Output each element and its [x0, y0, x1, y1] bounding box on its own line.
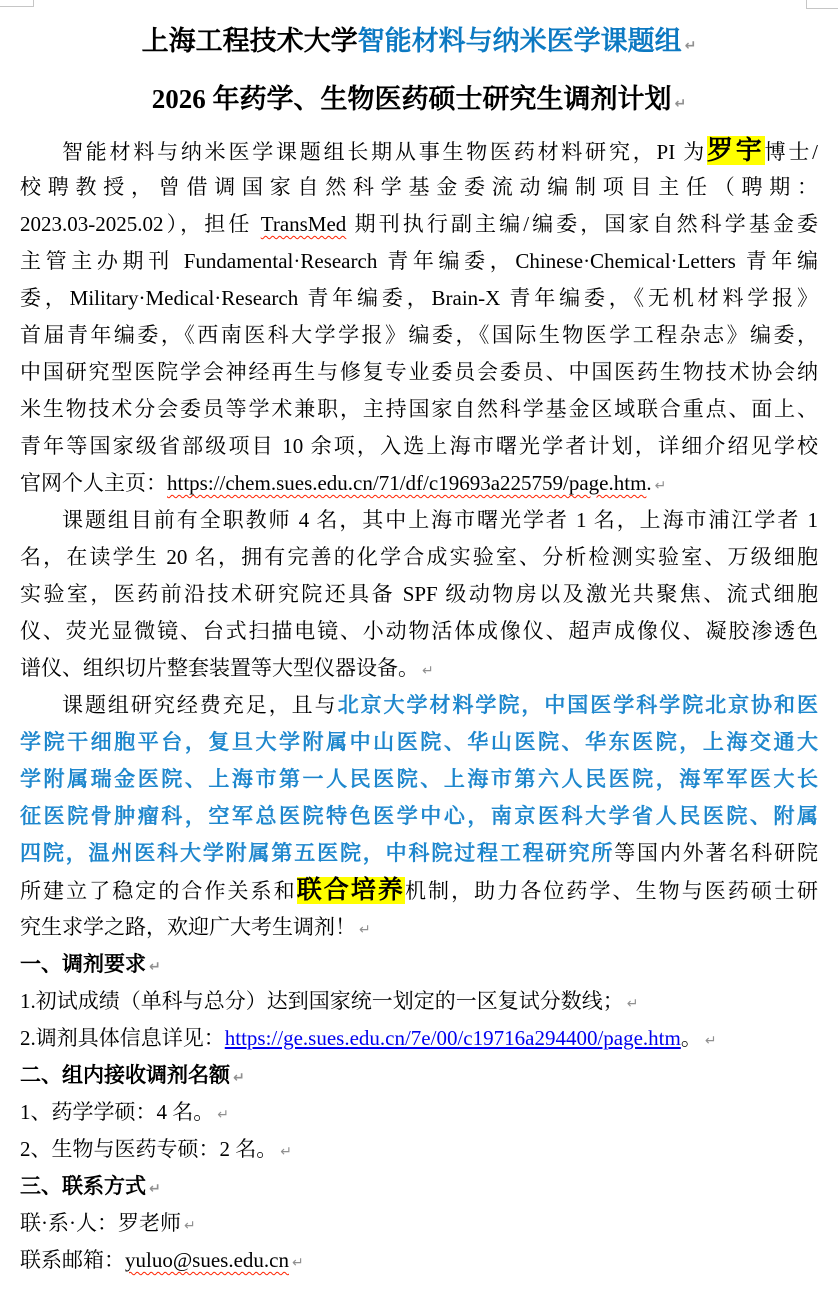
text-segment: 米生物技术分会委员等学术兼职，主持国家自然科学基金区域联合重点、面上、	[20, 397, 818, 421]
paragraph-mark-icon: ↵	[233, 1070, 245, 1086]
para2-line4	[20, 613, 818, 650]
highlighted-text: 联合培养	[296, 877, 405, 904]
page-corner-mark-top-left-h	[0, 6, 33, 7]
text-segment: 学附属瑞金医院、上海市第一人民医院、上海市第六人民医院，海军军医大长	[20, 767, 818, 791]
para3-line1	[20, 687, 818, 724]
para2-line5	[20, 650, 818, 687]
paragraph-mark-icon: ↵	[626, 996, 639, 1012]
requirement-2	[20, 1020, 818, 1057]
para1-line10	[20, 465, 818, 502]
text-segment: 校聘教授，曾借调国家自然科学基金委流动编制项目主任（聘期：	[20, 175, 818, 199]
text-segment: 二、组内接收调剂名额	[20, 1063, 230, 1087]
paragraph-mark-icon: ↵	[280, 1144, 292, 1160]
text-segment: 所建立了稳定的合作关系和	[20, 879, 297, 903]
para2-line3	[20, 576, 818, 613]
para1-line8	[20, 391, 818, 428]
para1-line6	[20, 317, 818, 354]
para3-line7	[20, 909, 818, 946]
text-segment: 机制，助力各位药学、生物与医药硕士研	[404, 879, 818, 903]
para1-line3	[20, 206, 818, 243]
text-segment: 仪、荧光显微镜、台式扫描电镜、小动物活体成像仪、超声成像仪、凝胶渗透色	[20, 619, 818, 643]
doc-title-line1	[20, 12, 818, 70]
page-corner-mark-top-right-v	[806, 0, 807, 9]
para3-line6	[20, 872, 818, 909]
text-segment: 一、调剂要求	[20, 952, 146, 976]
text-segment: 官网个人主页：	[20, 471, 167, 495]
paragraph-mark-icon: ↵	[654, 478, 667, 494]
paragraph-mark-icon: ↵	[217, 1107, 229, 1123]
para1-line9	[20, 428, 818, 465]
para1-line2	[20, 169, 818, 206]
text-segment: yuluo@sues.edu.cn	[125, 1248, 289, 1272]
para2-line2	[20, 539, 818, 576]
text-segment: 学院干细胞平台，复旦大学附属中山医院、华山医院、华东医院，上海交通大	[20, 730, 818, 754]
requirement-1	[20, 983, 818, 1020]
text-segment: 等国内外著名科研院	[614, 841, 818, 865]
text-segment: 。	[680, 1026, 702, 1050]
doc-title-line2	[20, 70, 818, 128]
text-segment: 委，Military·Medical·Research 青年编委，Brain-X 青年编委，《无机材料学报》	[20, 286, 818, 310]
paragraph-mark-icon: ↵	[422, 663, 434, 679]
text-segment: 谱仪、组织切片整套装置等大型仪器设备。	[20, 656, 419, 680]
text-segment: 青年等国家级省部级项目 10 余项，入选上海市曙光学者计划，详细介绍见学校	[20, 434, 818, 458]
text-segment: 智能材料与纳米医学课题组长期从事生物医药材料研究，PI 为	[62, 140, 708, 164]
text-segment: 三、联系方式	[20, 1174, 146, 1198]
text-segment: 期刊执行副主编/编委，国家自然科学基金委	[346, 212, 818, 236]
paragraph-mark-icon: ↵	[149, 959, 161, 975]
para1-line1	[20, 132, 818, 169]
para3-line5	[20, 835, 818, 872]
text-segment: 2026 年药学、生物医药硕士研究生调剂计划	[151, 84, 672, 114]
para1-line7	[20, 354, 818, 391]
para1-line5	[20, 280, 818, 317]
paragraph-mark-icon: ↵	[684, 38, 697, 54]
text-segment: 课题组目前有全职教师 4 名，其中上海市曙光学者 1 名，上海市浦江学者 1	[62, 508, 818, 532]
text-segment: 2023.03-2025.02），担任	[20, 212, 261, 236]
text-segment: 中国研究型医院学会神经再生与修复专业委员会委员、中国医药生物技术协会纳	[20, 360, 818, 384]
paragraph-mark-icon: ↵	[149, 1181, 161, 1197]
text-segment: 名，在读学生 20 名，拥有完善的化学合成实验室、分析检测实验室、万级细胞	[20, 545, 818, 569]
paragraph-mark-icon: ↵	[184, 1218, 196, 1234]
paragraph-mark-icon: ↵	[291, 1255, 304, 1271]
text-segment: 2、生物与医药专硕：2 名。	[20, 1137, 278, 1161]
para3-line3	[20, 761, 818, 798]
para3-line4	[20, 798, 818, 835]
text-segment: 北京大学材料学院，中国医学科学院北京协和医	[337, 693, 818, 717]
para2-line1	[20, 502, 818, 539]
text-segment: 联·系·人：罗老师	[20, 1211, 181, 1235]
page-corner-mark-top-right-h	[806, 8, 838, 9]
quota-1	[20, 1094, 818, 1131]
text-segment: 主管主办期刊 Fundamental·Research 青年编委，Chinese·Chemical·Letters 青年编	[20, 249, 818, 273]
text-segment: 征医院骨肿瘤科，空军总医院特色医学中心，南京医科大学省人民医院、附属	[20, 804, 818, 828]
heading-quota	[20, 1057, 818, 1094]
document-body	[20, 12, 818, 1279]
text-segment: 博士/	[764, 140, 818, 164]
para1-line4	[20, 243, 818, 280]
text-segment: .	[646, 471, 652, 495]
text-segment: https://chem.sues.edu.cn/71/df/c19693a225759/page.htm	[167, 471, 647, 495]
text-segment: 首届青年编委，《西南医科大学学报》编委，《国际生物医学工程杂志》编委，	[20, 323, 818, 347]
text-segment: 1.初试成绩（单科与总分）达到国家统一划定的一区复试分数线；	[20, 989, 624, 1013]
paragraph-mark-icon: ↵	[674, 96, 687, 112]
text-segment: 课题组研究经费充足，且与	[62, 693, 338, 717]
highlighted-text: 罗宇	[707, 136, 765, 165]
paragraph-mark-icon: ↵	[704, 1033, 717, 1049]
para3-line2	[20, 724, 818, 761]
text-segment: 1、药学学硕：4 名。	[20, 1100, 215, 1124]
heading-contact	[20, 1168, 818, 1205]
text-segment: TransMed	[260, 212, 347, 236]
paragraph-mark-icon: ↵	[359, 922, 371, 938]
text-segment: 智能材料与纳米医学课题组	[357, 26, 682, 56]
text-segment: 联系邮箱：	[20, 1248, 125, 1272]
contact-person	[20, 1205, 818, 1242]
text-segment: 究生求学之路，欢迎广大考生调剂！	[20, 915, 356, 939]
text-segment: 2.调剂具体信息详见：	[20, 1026, 225, 1050]
contact-email	[20, 1242, 818, 1279]
text-segment: 实验室，医药前沿技术研究院还具备 SPF 级动物房以及激光共聚焦、流式细胞	[20, 582, 818, 606]
page-corner-mark-top-left-v	[33, 0, 34, 7]
quota-2	[20, 1131, 818, 1168]
hyperlink[interactable]: https://ge.sues.edu.cn/7e/00/c19716a294400/page.htm	[224, 1026, 681, 1050]
heading-requirements	[20, 946, 818, 983]
text-segment: 上海工程技术大学	[141, 26, 358, 56]
text-segment: 四院，温州医科大学附属第五医院，中科院过程工程研究所	[20, 841, 615, 865]
